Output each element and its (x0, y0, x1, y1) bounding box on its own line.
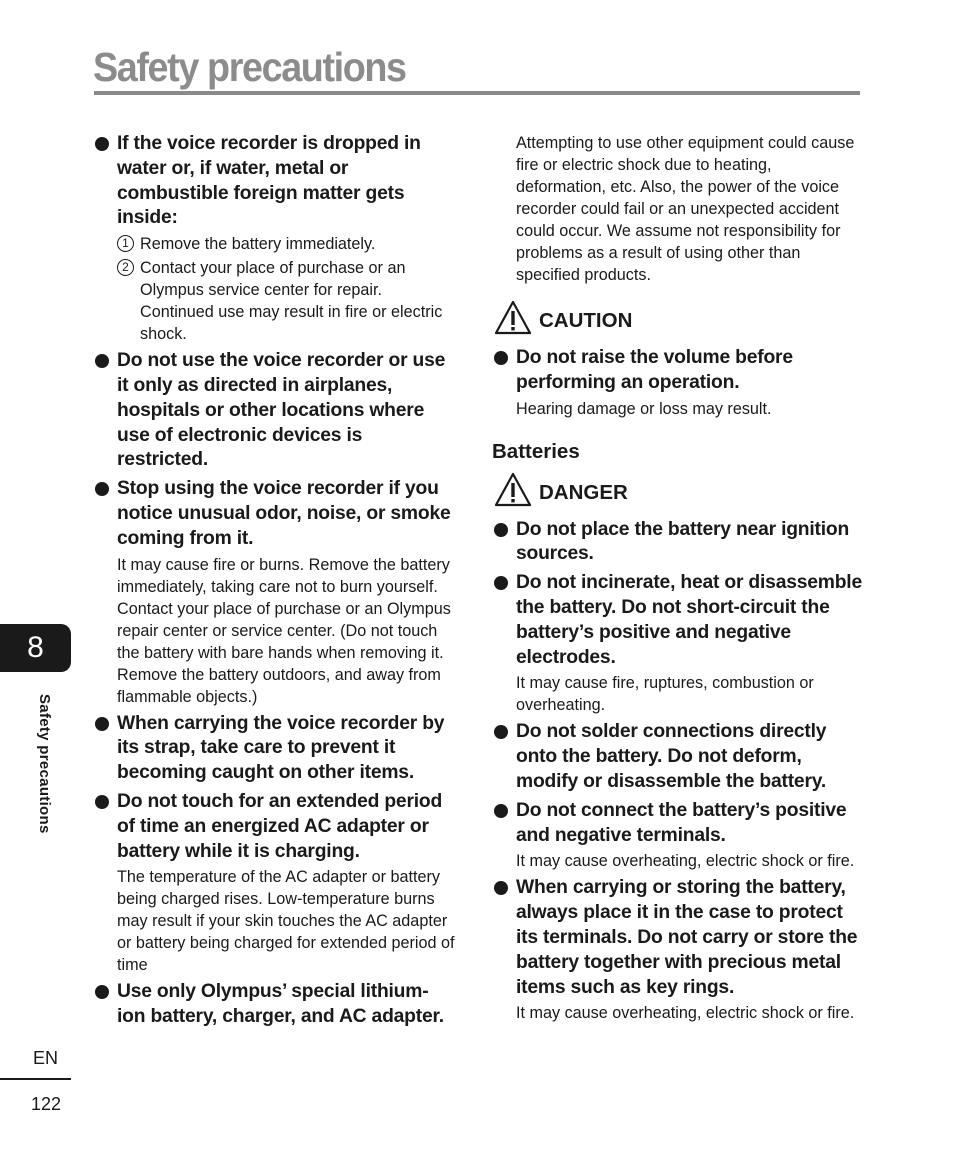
intro-paragraph: Attempting to use other equipment could cause fire or electric shock due to heating, deformation, etc. Also, the power of the voice recorder could fail or an unexpected accident could occur. We assume not responsibility for problems as a result of using other than specified products. (516, 134, 855, 284)
bullet-icon (95, 354, 109, 368)
bullet-icon (494, 881, 508, 895)
page-number: 122 (31, 1094, 62, 1114)
list-item (93, 477, 455, 707)
chapter-number: 8 (27, 631, 44, 664)
item-heading: Do not place the battery near ignition sources. (516, 518, 850, 565)
bullet-icon (494, 725, 508, 739)
list-item (93, 980, 455, 1030)
warning-triangle-icon (494, 472, 532, 508)
item-heading: Do not solder connections directly onto the battery. Do not deform, modify or disassemble the battery. (516, 721, 827, 792)
item-heading: Do not connect the battery’s positive and negative terminals. (516, 799, 847, 846)
danger-header (492, 472, 862, 512)
list-item (492, 720, 862, 794)
right-column (492, 132, 862, 1028)
step-number: 1 (117, 235, 134, 252)
caution-label: CAUTION (539, 309, 633, 332)
item-body: It may cause overheating, electric shock or fire. (516, 1004, 855, 1023)
footer-rule (0, 1078, 71, 1080)
item-heading: When carrying the voice recorder by its strap, take care to prevent it becoming caught on other items. (117, 712, 445, 784)
bullet-icon (95, 137, 109, 151)
danger-label: DANGER (539, 480, 628, 504)
bullet-icon (494, 804, 508, 818)
step (117, 257, 455, 345)
item-heading: Do not touch for an extended period of time an energized AC adapter or battery while it is charging. (117, 790, 443, 862)
item-heading: Do not use the voice recorder or use it only as directed in airplanes, hospitals or other locations where use of electronic devices is restricted. (117, 350, 446, 471)
bullet-icon (494, 351, 508, 365)
list-item (93, 132, 455, 345)
list-item (492, 571, 862, 716)
item-heading: If the voice recorder is dropped in water or, if water, metal or combustible foreign matter gets inside: (117, 133, 421, 229)
list-item (492, 876, 862, 1024)
item-heading: Do not incinerate, heat or disassemble the battery. Do not short-circuit the battery’s positive and negative electrodes. (516, 572, 862, 668)
bullet-icon (95, 717, 109, 731)
step-text: Contact your place of purchase or an Olympus service center for repair. Continued use may result in fire or electric shock. (140, 259, 443, 344)
section-heading-batteries: Batteries (492, 439, 580, 463)
page-title: Safety precautions (93, 44, 406, 90)
left-column (93, 132, 455, 1034)
item-heading: Stop using the voice recorder if you notice unusual odor, noise, or smoke coming from it. (117, 478, 451, 549)
item-body: It may cause overheating, electric shock or fire. (516, 852, 855, 871)
list-item (492, 518, 862, 568)
item-heading: Do not raise the volume before performing an operation. (516, 347, 793, 393)
bullet-icon (95, 985, 109, 999)
step-number: 2 (117, 259, 134, 276)
bullet-icon (95, 482, 109, 496)
bullet-icon (494, 576, 508, 590)
item-heading: Use only Olympus’ special lithium-ion battery, charger, and AC adapter. (117, 981, 444, 1028)
step (117, 233, 455, 255)
item-heading: When carrying or storing the battery, always place it in the case to protect its terminals. Do not carry or store the battery together with precious metal items such as key rings. (516, 877, 858, 998)
warning-triangle-icon (494, 300, 532, 336)
chapter-label: Safety precautions (36, 694, 53, 834)
item-body: Hearing damage or loss may result. (516, 399, 772, 418)
item-body: It may cause fire or burns. Remove the battery immediately, taking care not to burn yourself. Contact your place of purchase or an Olympus repair center or service center. (Do not touch the battery with bare hands when removing it. Remove the battery outdoors, and away from flammable objects.) (117, 555, 451, 706)
caution-header (492, 300, 862, 340)
list-item (492, 799, 862, 873)
bullet-icon (95, 795, 109, 809)
list-item (93, 712, 455, 786)
list-item (93, 349, 455, 473)
bullet-icon (494, 523, 508, 537)
language-label: EN (33, 1048, 59, 1068)
item-body: It may cause fire, ruptures, combustion or overheating. (516, 674, 814, 715)
list-item (492, 346, 862, 420)
item-body: The temperature of the AC adapter or battery being charged rises. Low-temperature burns may result if your skin touches the AC adapter or battery being charged for extended period of time (117, 868, 455, 975)
title-rule (94, 91, 860, 95)
step-text: Remove the battery immediately. (140, 235, 376, 254)
list-item (93, 790, 455, 976)
